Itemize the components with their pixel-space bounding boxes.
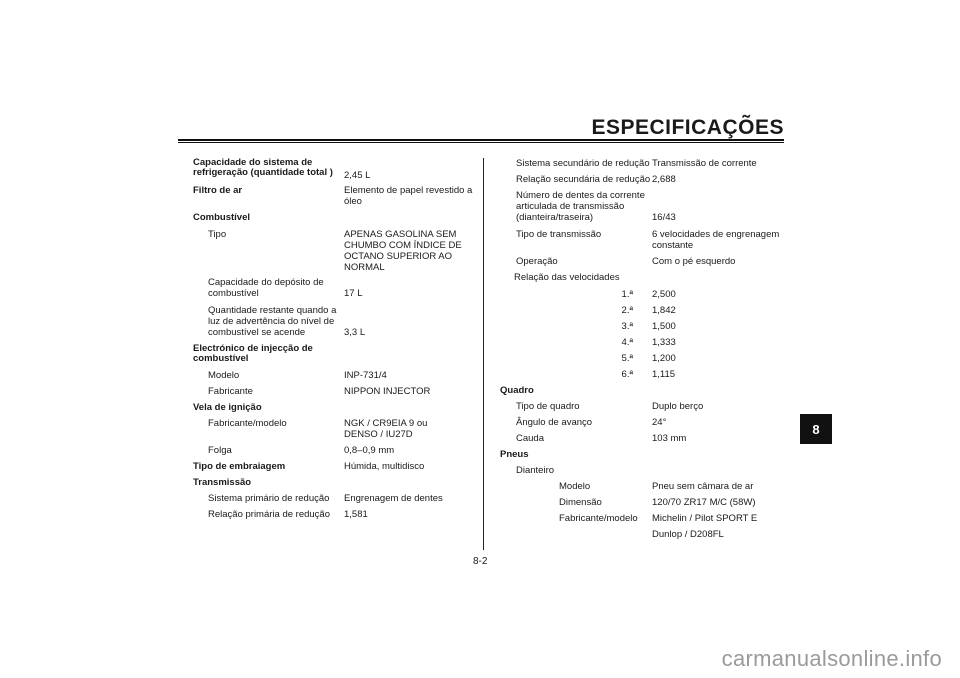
fuel-type-label: Tipo xyxy=(208,229,227,240)
tire-size-label: Dimensão xyxy=(559,497,602,508)
title-rule xyxy=(178,139,784,141)
gear-6-label: 6.ª xyxy=(621,369,633,380)
gear-6-value: 1,115 xyxy=(652,369,676,380)
cooling-label-2: refrigeração (quantidade total ) xyxy=(193,167,333,178)
operation-label: Operação xyxy=(516,256,558,267)
gear-1-value: 2,500 xyxy=(652,289,676,300)
reserve-label-2: luz de advertência do nível de xyxy=(208,316,335,327)
tire-model-label: Modelo xyxy=(559,481,591,492)
tire-maker-label: Fabricante/modelo xyxy=(559,513,638,524)
reserve-label-3: combustível se acende xyxy=(208,327,306,338)
cooling-label-1: Capacidade do sistema de xyxy=(193,157,313,168)
trans-type-label: Tipo de transmissão xyxy=(516,229,602,240)
tire-maker-value-1: Michelin / Pilot SPORT E xyxy=(652,513,758,524)
gear-1-label: 1.ª xyxy=(621,289,633,300)
spark-model-label: Fabricante/modelo xyxy=(208,418,287,429)
page-number: 8-2 xyxy=(473,556,488,567)
trans-type-value-1: 6 velocidades de engrenagem xyxy=(652,229,780,240)
primary-sys-label: Sistema primário de redução xyxy=(208,493,330,504)
teeth-label-2: articulada de transmissão xyxy=(516,201,625,212)
gear-2-label: 2.ª xyxy=(621,305,633,316)
injection-maker-value: NIPPON INJECTOR xyxy=(344,386,431,397)
fuel-label: Combustível xyxy=(193,212,251,223)
air-filter-label: Filtro de ar xyxy=(193,185,243,196)
tire-maker-value-2: Dunlop / D208FL xyxy=(652,529,724,540)
gear-4-label: 4.ª xyxy=(621,337,633,348)
operation-value: Com o pé esquerdo xyxy=(652,256,736,267)
reserve-value: 3,3 L xyxy=(344,327,366,338)
primary-ratio-label: Relação primária de redução xyxy=(208,509,330,520)
gear-2-value: 1,842 xyxy=(652,305,676,316)
air-filter-value-1: Elemento de papel revestido a xyxy=(344,185,473,196)
frame-type-value: Duplo berço xyxy=(652,401,704,412)
tank-label-1: Capacidade do depósito de xyxy=(208,277,324,288)
trans-type-value-2: constante xyxy=(652,240,694,251)
air-filter-value-2: óleo xyxy=(344,196,362,207)
secondary-sys-value: Transmissão de corrente xyxy=(652,158,757,169)
transmission-label: Transmissão xyxy=(193,477,252,488)
tires-label: Pneus xyxy=(500,449,529,460)
injection-model-value: INP-731/4 xyxy=(344,370,387,381)
tire-model-value: Pneu sem câmara de ar xyxy=(652,481,754,492)
gear-ratio-label: Relação das velocidades xyxy=(514,272,620,283)
cooling-value: 2,45 L xyxy=(344,170,371,181)
gear-3-label: 3.ª xyxy=(621,321,633,332)
reserve-label-1: Quantidade restante quando a xyxy=(208,305,337,316)
watermark: carmanualsonline.info xyxy=(721,646,942,671)
caster-value: 24° xyxy=(652,417,667,428)
fuel-type-value-4: NORMAL xyxy=(344,262,385,273)
primary-ratio-value: 1,581 xyxy=(344,509,368,520)
spark-model-value-1: NGK / CR9EIA 9 ou xyxy=(344,418,428,429)
gear-5-label: 5.ª xyxy=(621,353,633,364)
gear-4-value: 1,333 xyxy=(652,337,676,348)
teeth-value: 16/43 xyxy=(652,212,676,223)
teeth-label-1: Número de dentes da corrente xyxy=(516,190,645,201)
injection-maker-label: Fabricante xyxy=(208,386,253,397)
spark-label: Vela de ignição xyxy=(193,402,262,413)
frame-label: Quadro xyxy=(500,385,534,396)
injection-label-1: Electrónico de injecção de xyxy=(193,343,313,354)
front-label: Dianteiro xyxy=(516,465,555,476)
fuel-type-value-2: CHUMBO COM ÍNDICE DE xyxy=(344,240,462,251)
teeth-label-3: (dianteira/traseira) xyxy=(516,212,594,223)
primary-sys-value: Engrenagem de dentes xyxy=(344,493,443,504)
fuel-type-value-1: APENAS GASOLINA SEM xyxy=(344,229,457,240)
secondary-sys-label: Sistema secundário de redução xyxy=(516,158,650,169)
title-rule-thin xyxy=(178,142,784,143)
injection-model-label: Modelo xyxy=(208,370,240,381)
secondary-ratio-value: 2,688 xyxy=(652,174,676,185)
injection-label-2: combustível xyxy=(193,353,249,364)
tank-value: 17 L xyxy=(344,288,363,299)
frame-type-label: Tipo de quadro xyxy=(516,401,580,412)
gear-3-value: 1,500 xyxy=(652,321,676,332)
clutch-label: Tipo de embraiagem xyxy=(193,461,286,472)
caster-label: Ângulo de avanço xyxy=(516,417,593,428)
secondary-ratio-label: Relação secundária de redução xyxy=(516,174,651,185)
tank-label-2: combustível xyxy=(208,288,259,299)
gap-value: 0,8–0,9 mm xyxy=(344,445,395,456)
trail-label: Cauda xyxy=(516,433,544,444)
trail-value: 103 mm xyxy=(652,433,687,444)
chapter-tab: 8 xyxy=(800,414,832,444)
page-title: ESPECIFICAÇÕES xyxy=(591,116,784,139)
fuel-type-value-3: OCTANO SUPERIOR AO xyxy=(344,251,453,262)
clutch-value: Húmida, multidisco xyxy=(344,461,425,472)
spark-model-value-2: DENSO / IU27D xyxy=(344,429,413,440)
gap-label: Folga xyxy=(208,445,232,456)
column-divider xyxy=(483,158,484,550)
tire-size-value: 120/70 ZR17 M/C (58W) xyxy=(652,497,756,508)
gear-5-value: 1,200 xyxy=(652,353,676,364)
